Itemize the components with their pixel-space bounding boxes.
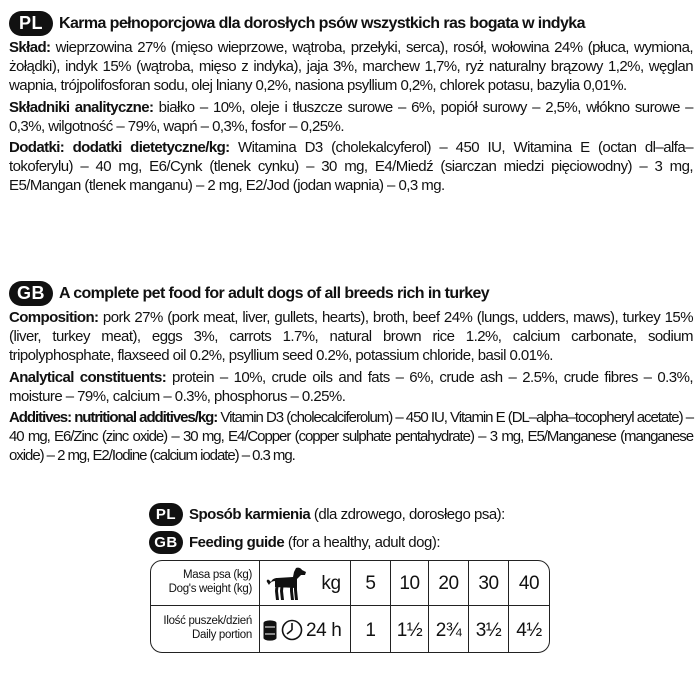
gb-additives bbox=[9, 408, 693, 466]
pl-additives bbox=[9, 138, 693, 196]
gb-section bbox=[9, 280, 693, 468]
portion-value: 2¾ bbox=[435, 620, 462, 641]
portion-row-label bbox=[152, 615, 252, 642]
feeding-pl-label: Sposób karmienia bbox=[189, 506, 311, 523]
gb-analytical-label: Analytical constituents: bbox=[9, 368, 167, 386]
portion-label-gb: Daily portion bbox=[191, 628, 252, 641]
pl-composition-label: Skład: bbox=[9, 39, 51, 56]
pl-analytical-label: Składniki analityczne: bbox=[9, 98, 154, 116]
pl-badge: PL bbox=[9, 11, 53, 36]
feeding-pl-badge: PL bbox=[149, 503, 183, 526]
gb-composition-label: Composition: bbox=[9, 309, 99, 326]
pl-additives-label: Dodatki: dodatki dietetyczne/kg: bbox=[9, 139, 230, 157]
pl-analytical-text: białko – 10%, oleje i tłuszcze surowe – 6%, popiół surowy – 2,5%, włókno surowe – 0,3%, wilgotność – 79%, wapń – 0,3%, fosfor – 0,25%. bbox=[9, 98, 693, 135]
portion-value: 3½ bbox=[475, 620, 502, 641]
pl-composition bbox=[9, 38, 693, 96]
pl-title: Karma pełnoporcjowa dla dorosłych psów wszystkich ras bogata w indyka bbox=[59, 14, 585, 32]
feeding-gb-badge: GB bbox=[149, 531, 183, 554]
weight-row-label bbox=[152, 569, 252, 596]
feeding-pl-text bbox=[189, 506, 505, 523]
gb-additives-text: Vitamin D3 (cholecalciferolum) – 450 IU, Vitamin E (DL–alpha–tocopheryl acetate) – 40 mg, E6/Zinc (zinc oxide) – 30 mg, E4/Copper (copper sulphate pentahydrate) – 3 mg, E5/Manganese (manganese oxide) – 2 mg, E2/Iodine (calcium iodate) – 0.3 mg. bbox=[9, 409, 693, 465]
weight-value: 30 bbox=[478, 573, 499, 594]
table-divider-label bbox=[259, 560, 260, 653]
pl-composition-text: wieprzowina 27% (mięso wieprzowe, wątroba, przełyki, serca), rosół, wołowina 24% (płuca, wymiona, żołądki), indyk 15% (wątroba, mięso z indyka), jaja 3%, marchew 1,7%, ryż naturalny brązowy 1,2%, węglan wapnia, trójpolifosforan sodu, olej lniany 0,2%, nasiona psyllium 0,2%, chlorek potasu, bazylia 0,01%. bbox=[9, 39, 693, 95]
dog-icon bbox=[265, 566, 309, 602]
feeding-pl-line bbox=[149, 502, 505, 527]
portion-value: 1½ bbox=[396, 620, 423, 641]
pl-additives-text: Witamina D3 (cholekalcyferol) – 450 IU, Witamina E (octan dl–alfa–tokoferylu) – 40 mg, E6/Cynk (tlenek cynku) – 30 mg, E4/Miedź (siarczan miedzi pięciowodny) – 3 mg, E5/Mangan (tlenek manganu) – 2 mg, E2/Jod (jodan wapnia) – 0,3 mg. bbox=[9, 139, 693, 195]
weight-label-pl: Masa psa (kg) bbox=[183, 569, 252, 581]
gb-analytical bbox=[9, 368, 693, 406]
unit-time: 24 h bbox=[306, 620, 342, 641]
feeding-gb-text bbox=[189, 534, 440, 551]
portion-value: 4½ bbox=[516, 620, 542, 641]
portion-label-pl: Ilość puszek/dzień bbox=[163, 615, 252, 627]
portion-value: 1 bbox=[365, 620, 376, 641]
unit-kg: kg bbox=[321, 573, 341, 594]
can-icon bbox=[262, 619, 278, 641]
weight-value: 10 bbox=[399, 573, 420, 594]
gb-title: A complete pet food for adult dogs of all breeds rich in turkey bbox=[59, 284, 490, 302]
gb-composition bbox=[9, 308, 693, 366]
clock-icon bbox=[281, 619, 303, 641]
weight-value: 40 bbox=[518, 573, 540, 594]
feeding-pl-note: (dla zdrowego, dorosłego psa): bbox=[310, 506, 505, 523]
pl-section bbox=[9, 10, 693, 198]
feeding-gb-note: (for a healthy, adult dog): bbox=[284, 534, 440, 551]
pl-header bbox=[9, 10, 693, 37]
weight-value: 20 bbox=[438, 573, 459, 594]
pl-analytical bbox=[9, 98, 693, 136]
gb-badge: GB bbox=[9, 281, 53, 306]
weight-value: 5 bbox=[365, 573, 376, 594]
gb-header bbox=[9, 280, 693, 307]
gb-additives-label: Additives: nutritional additives/kg: bbox=[9, 409, 218, 427]
gb-analytical-text: protein – 10%, crude oils and fats – 6%, crude ash – 2.5%, crude fibres – 0.3%, moisture – 79%, calcium – 0.3%, phosphorus – 0.25%. bbox=[9, 368, 693, 405]
gb-composition-text: pork 27% (pork meat, liver, gullets, hearts), broth, beef 24% (lungs, udders, maws), turkey 15% (liver, turkey meat), eggs 3%, carrots 1.7%, natural brown rice 1.2%, calcium carbonate, sodium tripolyphosphate, flaxseed oil 0.2%, psyllium seed 0.2%, potassium chloride, basil 0.01%. bbox=[9, 309, 693, 365]
weight-label-gb: Dog's weight (kg) bbox=[168, 582, 252, 595]
feeding-gb-label: Feeding guide bbox=[189, 534, 285, 551]
feeding-gb-line bbox=[149, 530, 440, 555]
